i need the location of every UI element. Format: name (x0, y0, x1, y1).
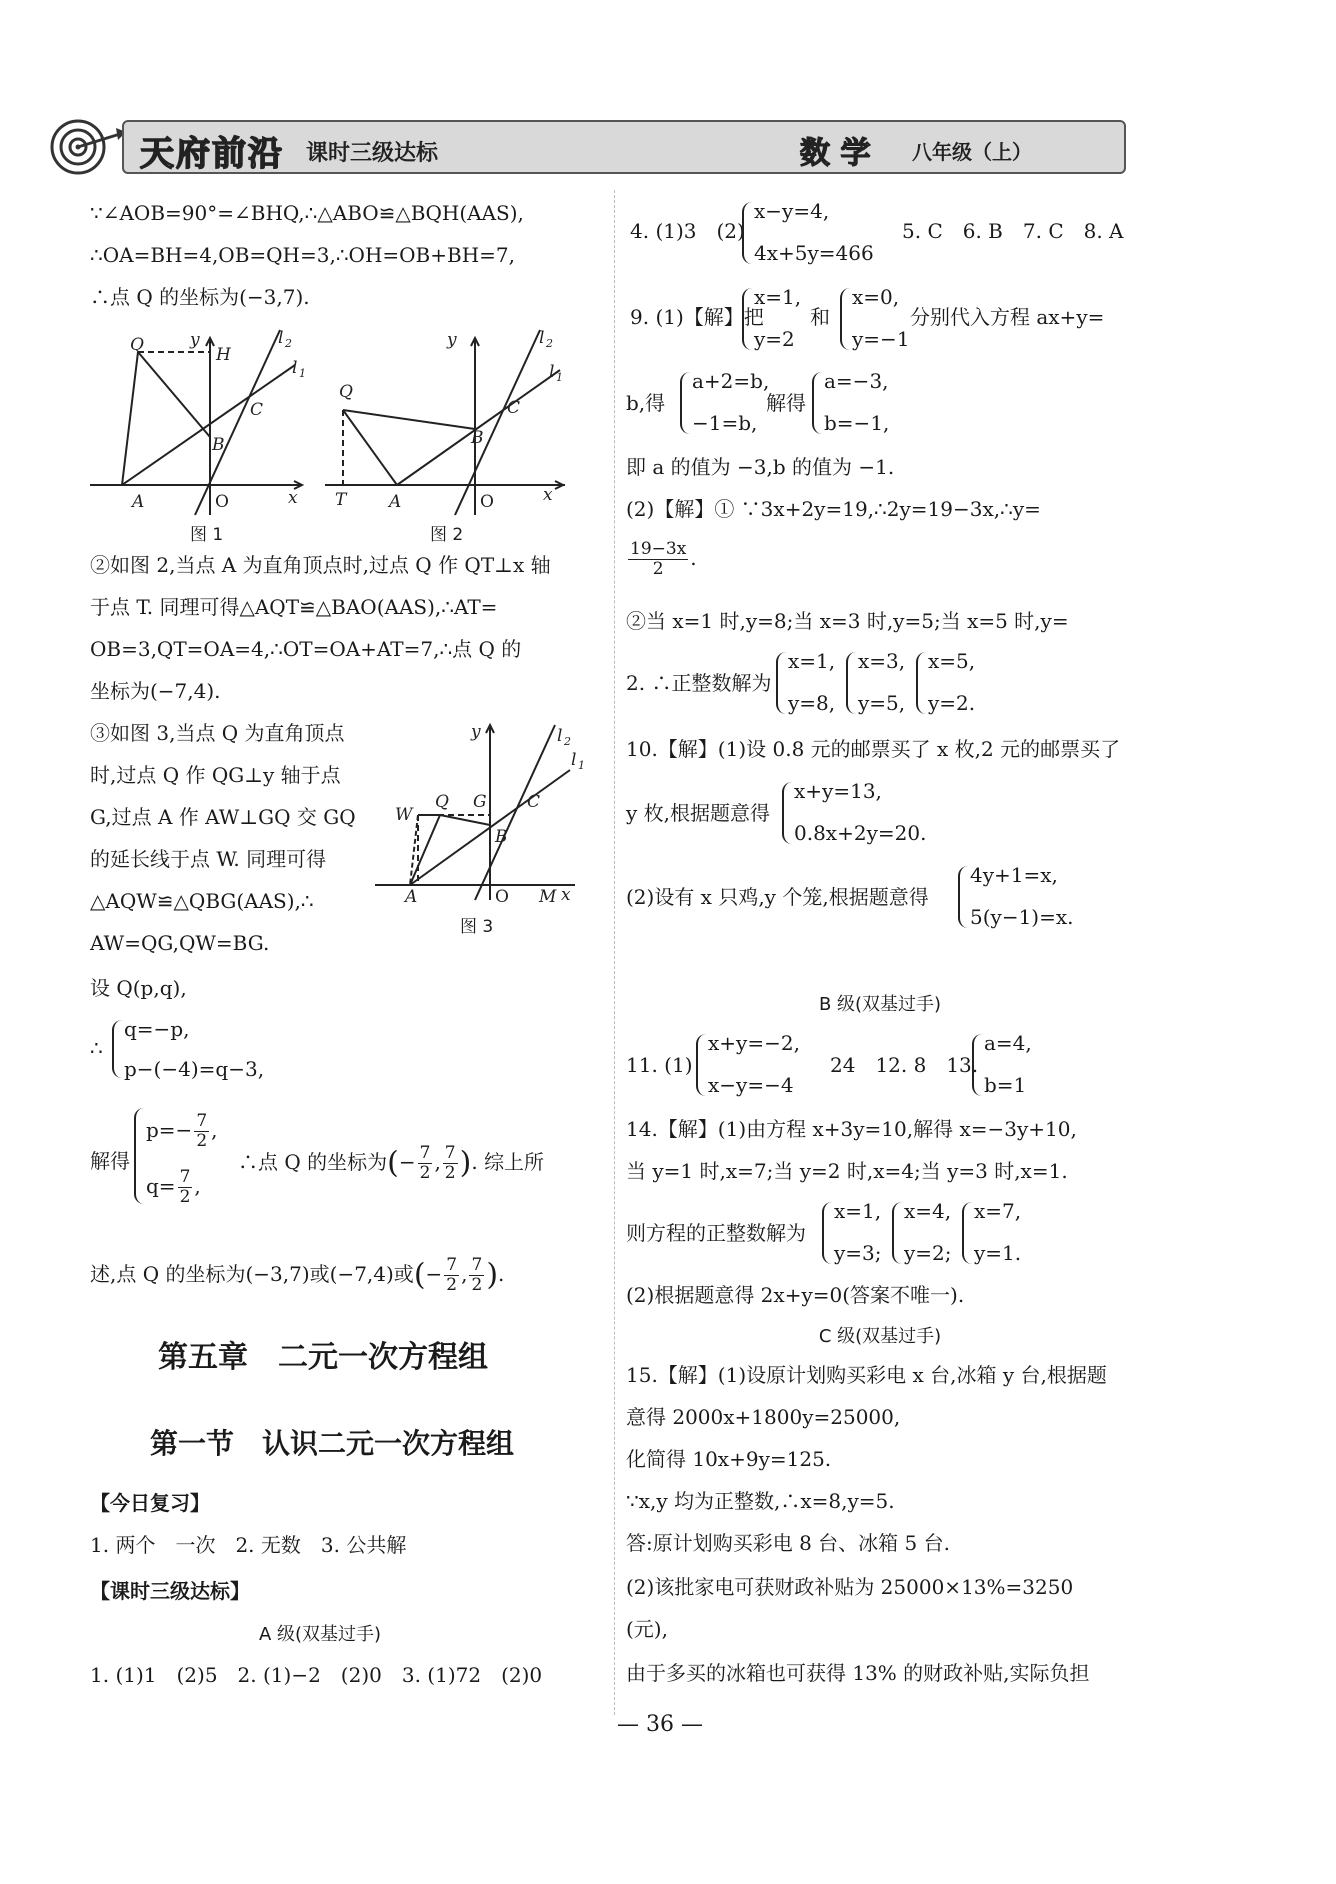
brace (962, 1202, 972, 1264)
equation: y=2. (928, 691, 976, 715)
line: ③如图 3,当点 Q 为直角顶点 (90, 721, 345, 745)
brace (112, 1020, 122, 1078)
equation: b=−1, (824, 411, 890, 435)
svg-text:y: y (190, 330, 200, 350)
grade-label: 八年级（上） (912, 140, 1032, 164)
brace (972, 1034, 982, 1096)
line: (2)根据题意得 2x+y=0(答案不唯一). (626, 1283, 965, 1307)
svg-text:2: 2 (285, 337, 292, 350)
brace (776, 652, 786, 714)
svg-text:O: O (215, 492, 229, 512)
equation: x+y=−2, (708, 1031, 800, 1055)
svg-text:y: y (447, 330, 457, 350)
line: 的延长线于点 W. 同理可得 (90, 847, 327, 871)
line: 述,点 Q 的坐标为(−3,7)或(−7,4)或(− $\frac{7}{2}$ , $\frac{7}{2}$ ). (90, 1255, 505, 1295)
svg-text:A: A (389, 492, 402, 512)
line: 时,过点 Q 作 QG⊥y 轴于点 (90, 763, 341, 787)
line: 即 a 的值为 −3,b 的值为 −1. (626, 455, 895, 479)
line: 分别代入方程 ax+y= (910, 305, 1105, 329)
line: ②当 x=1 时,y=8;当 x=3 时,y=5;当 x=5 时,y= (626, 609, 1069, 633)
equation: −1=b, (692, 411, 758, 435)
line: 9. (1)【解】把 (630, 305, 764, 329)
line: 和 (810, 305, 830, 329)
equation: a=4, (984, 1031, 1032, 1055)
line: 则方程的正整数解为 (626, 1221, 806, 1245)
p-eq: p=− (146, 1118, 193, 1142)
brace (846, 652, 856, 714)
line: 坐标为(−7,4). (90, 679, 221, 703)
svg-text:A: A (405, 887, 418, 907)
svg-text:Q: Q (130, 335, 144, 355)
svg-text:C: C (527, 792, 541, 812)
line: 5. C 6. B 7. C 8. A (902, 219, 1124, 243)
svg-text:2: 2 (546, 337, 553, 350)
fraction: $\frac{7}{2}$ (196, 1111, 208, 1151)
line: ②如图 2,当点 A 为直角顶点时,过点 Q 作 QT⊥x 轴 (90, 553, 551, 577)
equation: x=5, (928, 649, 976, 673)
svg-text:M: M (539, 887, 557, 907)
fraction: $\frac{7}{2}$ (179, 1167, 191, 1207)
equation: x=1, (788, 649, 836, 673)
brand-title: 天府前沿 (140, 134, 284, 174)
line: 4. (1)3 (2) (630, 219, 745, 243)
line: 10.【解】(1)设 0.8 元的邮票买了 x 枚,2 元的邮票买了 (626, 737, 1121, 761)
header-banner (48, 116, 1118, 178)
line: (2)【解】① ∵3x+2y=19,∴2y=19−3x,∴y= (626, 497, 1041, 521)
line: 14.【解】(1)由方程 x+3y=10,解得 x=−3y+10, (626, 1117, 1077, 1141)
equation: q= $\frac{7}{2}$ , (146, 1167, 201, 1207)
line: 设 Q(p,q), (90, 976, 187, 1000)
svg-text:B: B (212, 435, 225, 455)
line: ∵x,y 均为正整数,∴x=8,y=5. (626, 1489, 895, 1513)
svg-text:y: y (471, 722, 481, 742)
line: 由于多买的冰箱也可获得 13% 的财政补贴,实际负担 (626, 1661, 1090, 1685)
equation: 4y+1=x, (970, 863, 1058, 887)
brace (742, 288, 752, 350)
section-title: 第一节 认识二元一次方程组 (150, 1427, 515, 1460)
equation: q=−p, (124, 1017, 190, 1041)
svg-text:Q: Q (339, 382, 353, 402)
equation: x=7, (974, 1199, 1022, 1223)
equation: y=5, (858, 691, 906, 715)
brace (782, 782, 792, 844)
svg-text:C: C (250, 400, 264, 420)
brace (134, 1108, 144, 1204)
figure-caption: 图 2 (430, 525, 464, 545)
line: (2)设有 x 只鸡,y 个笼,根据题意得 (626, 885, 929, 909)
equation: y=2; (904, 1241, 952, 1265)
line: y 枚,根据题意得 (626, 801, 771, 825)
line: ∵∠AOB=90°=∠BHQ,∴△ABO≌△BQH(AAS), (90, 201, 524, 225)
svg-text:T: T (335, 490, 347, 510)
svg-text:C: C (507, 398, 521, 418)
line: △AQW≌△QBG(AAS),∴ (90, 889, 314, 913)
a-answers: 1. (1)1 (2)5 2. (1)−2 (2)0 3. (1)72 (2)0 (90, 1663, 543, 1687)
subject-title: 数 学 (800, 136, 871, 171)
review-heading: 【今日复习】 (90, 1491, 210, 1515)
line: b,得 (626, 391, 666, 415)
svg-text:l: l (278, 328, 284, 348)
svg-text:B: B (471, 428, 484, 448)
equation: x+y=13, (794, 779, 882, 803)
svg-text:x: x (543, 485, 553, 505)
brace (822, 1202, 832, 1264)
svg-text:Q: Q (435, 792, 449, 812)
line: 当 y=1 时,x=7;当 y=2 时,x=4;当 y=3 时,x=1. (626, 1159, 1068, 1183)
figure-2 (325, 325, 575, 525)
svg-text:H: H (216, 345, 231, 365)
equation: x=1, (754, 285, 802, 309)
svg-text:O: O (480, 492, 494, 512)
brace (958, 866, 968, 928)
line: (元), (626, 1617, 668, 1641)
equation: p=− $\frac{7}{2}$ , (146, 1111, 218, 1151)
equation: x=0, (852, 285, 900, 309)
svg-text:l: l (571, 750, 577, 770)
line: ∴OA=BH=4,OB=QH=3,∴OH=OB+BH=7, (90, 243, 515, 267)
svg-text:O: O (495, 887, 509, 907)
line: 24 12. 8 13. (830, 1053, 979, 1077)
svg-text:G: G (473, 792, 487, 812)
page-number: — 36 — (617, 1712, 703, 1737)
line: AW=QG,QW=BG. (90, 931, 270, 955)
target-logo-icon (48, 116, 128, 178)
equation: y=−1 (852, 327, 910, 351)
line: ∴点 Q 的坐标为(− $\frac{7}{2}$ , $\frac{7}{2}$ ). 综上所 (238, 1143, 545, 1183)
line: OB=3,QT=OA=4,∴OT=OA+AT=7,∴点 Q 的 (90, 637, 522, 661)
svg-text:1: 1 (578, 759, 585, 772)
q-eq: q= (146, 1174, 176, 1198)
svg-text:l: l (292, 358, 298, 378)
brace (742, 202, 752, 264)
svg-text:x: x (288, 488, 298, 508)
level-b-heading: B 级(双基过手) (818, 994, 942, 1015)
line: 解得 (90, 1149, 130, 1173)
svg-text:l: l (557, 726, 563, 746)
equation: 4x+5y=466 (754, 241, 874, 265)
equation: y=8, (788, 691, 836, 715)
equation: 5(y−1)=x. (970, 905, 1074, 929)
equation: a=−3, (824, 369, 889, 393)
line: 2. ∴正整数解为 (626, 671, 772, 695)
line: 化简得 10x+9y=125. (626, 1447, 832, 1471)
brace (696, 1034, 706, 1096)
svg-text:1: 1 (556, 371, 563, 384)
brace (812, 372, 822, 434)
brace (892, 1202, 902, 1264)
line: ∴点 Q 的坐标为(−3,7). (90, 285, 310, 309)
svg-text:A: A (132, 492, 145, 512)
line: 11. (1) (626, 1053, 693, 1077)
svg-text:B: B (495, 827, 508, 847)
figure-3 (375, 715, 585, 910)
equation: x=3, (858, 649, 906, 673)
equation: x−y=−4 (708, 1073, 794, 1097)
level-c-heading: C 级(双基过手) (818, 1326, 942, 1347)
line: 意得 2000x+1800y=25000, (626, 1405, 901, 1429)
equation: x−y=4, (754, 199, 830, 223)
equation: 0.8x+2y=20. (794, 821, 927, 845)
series-title: 课时三级达标 (306, 141, 439, 166)
level-a-heading: A 级(双基过手) (258, 1624, 382, 1645)
fraction: $\frac{19-3x}{2}$ (630, 539, 687, 579)
column-divider (614, 190, 615, 1715)
equation: y=2 (754, 327, 795, 351)
therefore-symbol: ∴ (90, 1036, 103, 1060)
equation: p−(−4)=q−3, (124, 1057, 265, 1081)
line: 解得 (766, 391, 806, 415)
chapter-title: 第五章 二元一次方程组 (158, 1340, 488, 1375)
levels-heading: 【课时三级达标】 (90, 1579, 250, 1603)
equation: b=1 (984, 1073, 1027, 1097)
line: $\frac{19-3x}{2}$ . (630, 539, 697, 579)
line: (2)该批家电可获财政补贴为 25000×13%=3250 (626, 1575, 1074, 1599)
svg-text:1: 1 (299, 367, 306, 380)
equation: x=1, (834, 1199, 882, 1223)
figure-caption: 图 3 (460, 917, 494, 937)
svg-text:x: x (561, 885, 571, 905)
line: 15.【解】(1)设原计划购买彩电 x 台,冰箱 y 台,根据题 (626, 1363, 1107, 1387)
brace (840, 288, 850, 350)
brace (916, 652, 926, 714)
svg-text:W: W (395, 805, 413, 825)
svg-text:l: l (539, 328, 545, 348)
equation: y=1. (974, 1241, 1022, 1265)
equation: a+2=b, (692, 369, 770, 393)
figure-caption: 图 1 (190, 525, 224, 545)
svg-text:l: l (549, 362, 555, 382)
review-answers: 1. 两个 一次 2. 无数 3. 公共解 (90, 1533, 407, 1557)
line: 于点 T. 同理可得△AQT≌△BAO(AAS),∴AT= (90, 595, 498, 619)
line: 答:原计划购买彩电 8 台、冰箱 5 台. (626, 1531, 950, 1555)
line: G,过点 A 作 AW⊥GQ 交 GQ (90, 805, 356, 829)
equation: y=3; (834, 1241, 882, 1265)
figure-1 (90, 325, 310, 525)
svg-text:2: 2 (564, 735, 571, 748)
brace (680, 372, 690, 434)
equation: x=4, (904, 1199, 952, 1223)
